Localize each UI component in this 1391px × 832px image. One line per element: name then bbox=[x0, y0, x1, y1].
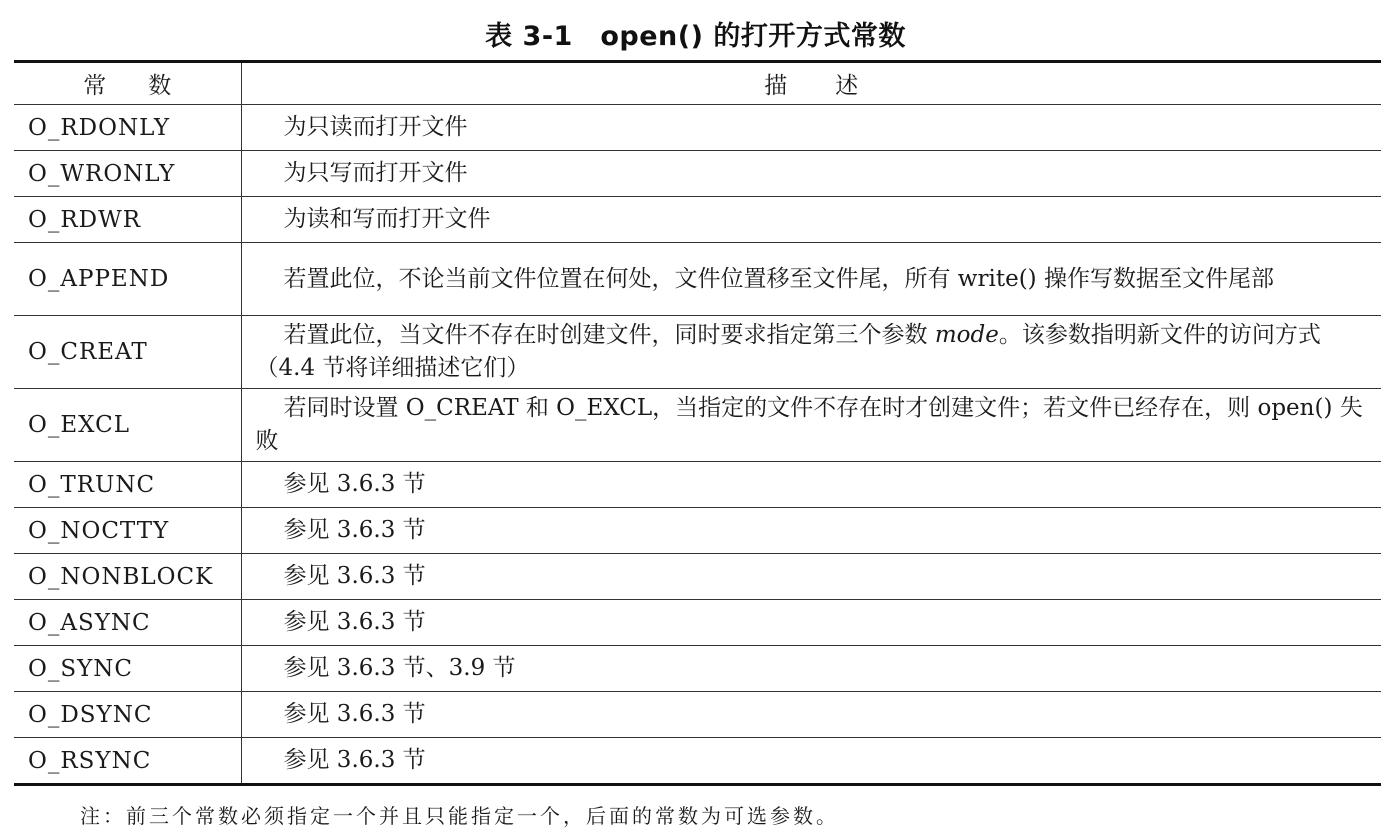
table-row bbox=[14, 554, 1381, 600]
constant-cell: O_DSYNC bbox=[14, 692, 241, 738]
constant-cell: O_APPEND bbox=[14, 243, 241, 316]
table-row bbox=[14, 646, 1381, 692]
table-row bbox=[14, 738, 1381, 785]
description-cell bbox=[241, 462, 1381, 508]
mode-parameter-emphasis: mode bbox=[934, 322, 999, 348]
constant-cell: O_ASYNC bbox=[14, 600, 241, 646]
table-header-row bbox=[14, 62, 1381, 105]
constant-cell: O_SYNC bbox=[14, 646, 241, 692]
description-cell bbox=[241, 738, 1381, 785]
description-text-after: 。该参数指明新文件的访问方式（4.4 节将详细描述它们） bbox=[255, 322, 1321, 381]
description-cell bbox=[241, 105, 1381, 151]
description-text: 参见 3.6.3 节 bbox=[283, 609, 426, 635]
table-row bbox=[14, 197, 1381, 243]
table-row bbox=[14, 692, 1381, 738]
constant-cell: O_NONBLOCK bbox=[14, 554, 241, 600]
description-cell bbox=[241, 508, 1381, 554]
table-row bbox=[14, 316, 1381, 389]
table-row bbox=[14, 600, 1381, 646]
table-title: 表 3-1 open() 的打开方式常数 bbox=[485, 21, 906, 52]
description-cell bbox=[241, 316, 1381, 389]
table-row bbox=[14, 508, 1381, 554]
description-text: 参见 3.6.3 节 bbox=[283, 747, 426, 773]
description-text: 为读和写而打开文件 bbox=[283, 206, 491, 232]
constant-cell: O_RSYNC bbox=[14, 738, 241, 785]
column-header-description: 描述 bbox=[241, 62, 1381, 105]
description-cell bbox=[241, 600, 1381, 646]
description-cell bbox=[241, 692, 1381, 738]
description-text: 为只写而打开文件 bbox=[283, 160, 468, 186]
description-text: 若同时设置 O_CREAT 和 O_EXCL，当指定的文件不存在时才创建文件；若文件已经存在，则 open() 失败 bbox=[255, 395, 1363, 454]
description-text: 为只读而打开文件 bbox=[283, 114, 468, 140]
description-cell bbox=[241, 389, 1381, 462]
description-cell bbox=[241, 646, 1381, 692]
description-text: 参见 3.6.3 节 bbox=[283, 471, 426, 497]
constant-cell: O_NOCTTY bbox=[14, 508, 241, 554]
description-text: 参见 3.6.3 节 bbox=[283, 563, 426, 589]
table-row bbox=[14, 243, 1381, 316]
description-cell bbox=[241, 243, 1381, 316]
description-cell bbox=[241, 197, 1381, 243]
description-cell bbox=[241, 151, 1381, 197]
table-row bbox=[14, 389, 1381, 462]
table-container bbox=[14, 60, 1381, 786]
column-header-constant: 常数 bbox=[14, 62, 241, 105]
constant-cell: O_WRONLY bbox=[14, 151, 241, 197]
constant-cell: O_TRUNC bbox=[14, 462, 241, 508]
constant-cell: O_EXCL bbox=[14, 389, 241, 462]
description-text-before: 若置此位，当文件不存在时创建文件，同时要求指定第三个参数 bbox=[283, 322, 935, 348]
constant-cell: O_RDWR bbox=[14, 197, 241, 243]
description-text: 参见 3.6.3 节、3.9 节 bbox=[283, 655, 516, 681]
constant-cell: O_CREAT bbox=[14, 316, 241, 389]
table-row bbox=[14, 462, 1381, 508]
description-text: 参见 3.6.3 节 bbox=[283, 701, 426, 727]
table-row bbox=[14, 151, 1381, 197]
table-footnote: 注：前三个常数必须指定一个并且只能指定一个，后面的常数为可选参数。 bbox=[80, 804, 839, 828]
description-text: 若置此位，不论当前文件位置在何处，文件位置移至文件尾，所有 write() 操作写数据至文件尾部 bbox=[283, 265, 1274, 292]
description-text: 参见 3.6.3 节 bbox=[283, 517, 426, 543]
constant-cell: O_RDONLY bbox=[14, 105, 241, 151]
description-cell bbox=[241, 554, 1381, 600]
open-flags-table bbox=[14, 60, 1381, 786]
table-row bbox=[14, 105, 1381, 151]
